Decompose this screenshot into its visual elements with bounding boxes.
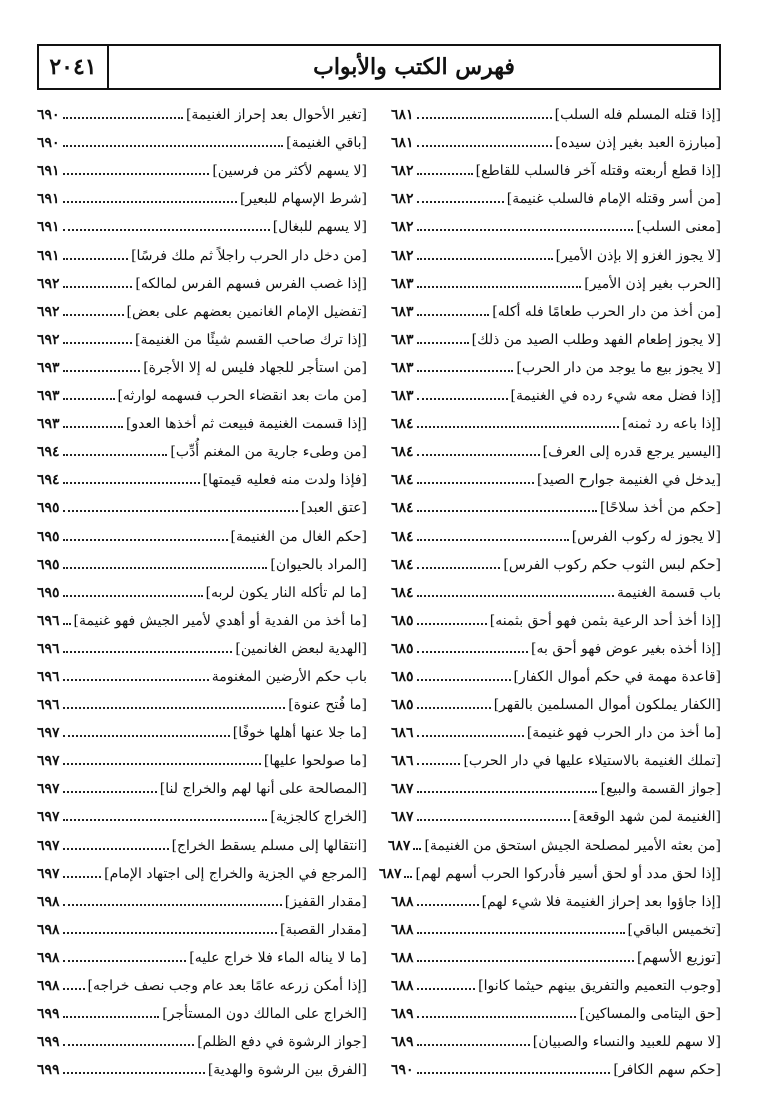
entry-title: [باقي الغنيمة] [286,135,367,152]
index-entry [37,941,367,969]
entry-title: [إذا قتله المسلم فله السلب] [554,107,721,124]
entry-page-number: ٦٨٢ [391,247,414,264]
dot-leader [417,932,625,934]
index-column-right [378,98,721,1098]
entry-title: [إذا أمكن زرعه عامًا بعد عام وجب نصف خراجه] [87,978,367,994]
index-entry [391,519,721,547]
entry-title: [توزيع الأسهم] [637,949,721,966]
dot-leader [417,342,469,344]
entry-page-number: ٦٩٧ [37,781,60,798]
entry-title: [جواز القسمة والبيع] [600,781,721,798]
index-entry [391,660,721,688]
entry-title: [من أخذ من دار الحرب طعامًا فله أكله] [492,303,721,320]
index-entry [391,126,721,154]
index-entry [391,463,721,491]
entry-page-number: ٦٩٣ [37,388,60,405]
index-entry [391,98,721,126]
entry-title: [لا سهم للعبيد والنساء والصبيان] [532,1034,721,1051]
entry-page-number: ٦٨٦ [391,725,414,742]
dot-leader [417,314,490,316]
index-entry [37,491,367,519]
dot-leader [417,398,508,400]
entry-page-number: ٦٨٦ [391,753,414,770]
entry-title: [مبارزة العبد بغير إذن سيده] [555,135,721,152]
entry-page-number: ٦٨٣ [391,388,414,405]
entry-page-number: ٦٩٨ [37,978,60,994]
entry-page-number: ٦٨٣ [391,331,414,348]
dot-leader [63,848,169,850]
entry-page-number: ٦٨٨ [391,978,414,994]
entry-title: [ما أخذ من دار الحرب فهو غنيمة] [526,725,721,742]
entry-page-number: ٦٩١ [37,247,60,264]
dot-leader [63,651,233,653]
entry-title: [من وطىء جارية من المغنم أُدِّب] [170,444,367,461]
entry-page-number: ٦٩٢ [37,303,60,320]
entry-page-number: ٦٨٤ [391,472,414,489]
dot-leader [63,876,102,878]
dot-leader [417,1044,530,1046]
dot-leader [417,426,619,428]
index-entry [391,351,721,379]
entry-page-number: ٦٩٦ [37,668,60,685]
dot-leader [63,960,187,962]
entry-page-number: ٦٩١ [37,163,60,180]
entry-page-number: ٦٨٢ [391,219,414,236]
entry-page-number: ٦٩٧ [37,809,60,826]
index-entry [37,98,367,126]
entry-title: [لا يسهم لأكثر من فرسين] [212,163,367,180]
index-entry [391,295,721,323]
dot-leader [417,679,511,681]
page-header [37,44,721,90]
entry-title: [إذا أخذ أحد الرعية بثمن فهو أحق بثمنه] [489,612,721,629]
entry-page-number: ٦٩١ [37,191,60,208]
index-entry [37,519,367,547]
entry-title: [من أسر وقتله الإمام فالسلب غنيمة] [506,191,721,208]
index-entry [391,885,721,913]
dot-leader [63,539,228,541]
entry-title: [لا يجوز له ركوب الفرس] [571,528,721,545]
entry-title: [قاعدة مهمة في حكم أموال الكفار] [513,668,721,685]
dot-leader [417,735,524,737]
entry-page-number: ٦٨٧ [391,809,414,826]
index-entry [391,323,721,351]
dot-leader [417,258,553,260]
entry-title: [معنى السلب] [636,219,721,236]
dot-leader [417,1016,577,1018]
entry-page-number: ٦٨٧ [378,865,402,882]
entry-page-number: ٦٩٦ [37,640,60,657]
entry-page-number: ٦٩٠ [391,1062,414,1079]
entry-title: [من استأجر للجهاد فليس له إلا الأجرة] [143,359,367,376]
entry-page-number: ٦٩٨ [37,949,60,966]
dot-leader [63,286,133,288]
dot-leader [63,510,298,512]
index-entry [37,913,367,941]
entry-page-number: ٦٨٣ [391,359,414,376]
entry-title: [من مات بعد انقضاء الحرب فسهمه لوارثه] [117,388,367,405]
entry-page-number: ٦٨٣ [391,275,414,292]
index-entry [391,604,721,632]
dot-leader [417,173,473,175]
entry-title: [لا يجوز إطعام الفهد وطلب الصيد من ذلك] [471,331,721,348]
entry-page-number: ٦٨٧ [387,837,411,854]
entry-page-number: ٦٩٥ [37,500,60,517]
dot-leader [63,1072,205,1074]
index-entry [37,828,367,856]
dot-leader [417,988,476,990]
dot-leader [63,314,124,316]
index-entry [391,1053,721,1081]
entry-title: [حكم سهم الكافر] [613,1062,721,1079]
index-entry [391,548,721,576]
dot-leader [63,932,277,934]
index-entry [37,351,367,379]
entry-title: [جواز الرشوة في دفع الظلم] [197,1034,367,1051]
index-entry [391,267,721,295]
index-entry [37,857,367,885]
dot-leader [63,426,123,428]
entry-title: [حق اليتامى والمساكين] [579,1006,721,1023]
index-entry [37,576,367,604]
dot-leader [63,763,261,765]
entry-page-number: ٦٩٠ [37,135,60,152]
index-entry [391,379,721,407]
entry-page-number: ٦٨٥ [391,640,414,657]
entry-title: [الفرق بين الرشوة والهدية] [207,1062,367,1079]
entry-title: [لا يسهم للبغال] [272,219,367,236]
dot-leader [417,454,540,456]
index-entry [37,997,367,1025]
entry-page-number: ٦٩٧ [37,753,60,770]
index-entry [37,885,367,913]
entry-page-number: ٦٨١ [391,107,414,124]
index-entry [37,800,367,828]
entry-page-number: ٦٩٢ [37,331,60,348]
dot-leader [417,201,504,203]
index-entry [391,913,721,941]
entry-title: [حكم من أخذ سلاحًا] [599,500,721,517]
entry-title: [ما أخذ من الفدية أو أهدي لأمير الجيش فهو غنيمة] [73,612,367,629]
entry-title: [إذا باعه رد ثمنه] [621,416,721,433]
index-entry [391,491,721,519]
index-entry [391,941,721,969]
entry-title: [الخراج كالجزية] [270,809,367,826]
page-number: ٢٠٤١ [39,46,109,88]
index-entry [37,154,367,182]
entry-page-number: ٦٨٨ [391,893,414,910]
dot-leader [417,482,534,484]
dot-leader [417,567,501,569]
entry-page-number: ٦٩١ [37,219,60,236]
entry-page-number: ٦٩٥ [37,584,60,601]
entry-title: [اليسير يرجع قدره إلى العرف] [542,444,721,461]
dot-leader [417,707,491,709]
dot-leader [413,848,421,850]
entry-title: [الكفار يملكون أموال المسلمين بالقهر] [493,697,721,714]
entry-title: [عتق العبد] [300,500,367,517]
index-entry [378,857,721,885]
entry-page-number: ٦٨٢ [391,163,414,180]
entry-title: [إذا قطع أربعته وقتله آخر فالسلب للقاطع] [475,163,721,180]
dot-leader [417,819,570,821]
entry-title: [إذا جاؤوا بعد إحراز الغنيمة فلا شيء لهم] [481,893,721,910]
entry-title: [إذا فضل معه شيء رده في الغنيمة] [510,388,721,405]
index-entry [37,1025,367,1053]
entry-title: [مقدار القصبة] [279,921,367,938]
entry-title: [مقدار القفيز] [284,893,367,910]
entry-page-number: ٦٩٥ [37,528,60,545]
entry-title: [فإذا ولدت منه فعليه قيمتها] [202,472,367,489]
dot-leader [63,904,282,906]
index-entry [37,660,367,688]
entry-title: [حكم الغال من الغنيمة] [230,528,367,545]
dot-leader [63,1016,160,1018]
entry-title: [إذا أخذه بغير عوض فهو أحق به] [531,640,721,657]
entry-page-number: ٦٩٤ [37,444,60,461]
entry-page-number: ٦٨٣ [391,303,414,320]
entry-title: [المراد بالحيوان] [270,556,367,573]
dot-leader [63,595,203,597]
index-entry [391,238,721,266]
index-entry [37,126,367,154]
index-entry [391,969,721,997]
dot-leader [417,651,528,653]
entry-title: [إذا ترك صاحب القسم شيئًا من الغنيمة] [135,331,367,348]
entry-page-number: ٦٩٦ [37,697,60,714]
index-entry [37,295,367,323]
index-entry [391,772,721,800]
dot-leader [63,258,129,260]
entry-page-number: ٦٨٤ [391,416,414,433]
index-entry [391,210,721,238]
index-entry [391,744,721,772]
dot-leader [63,567,268,569]
entry-page-number: ٦٩٧ [37,725,60,742]
entry-page-number: ٦٨٩ [391,1006,414,1023]
entry-title: [من دخل دار الحرب راجلاً ثم ملك فرسًا] [131,247,367,264]
entry-page-number: ٦٩٨ [37,921,60,938]
entry-page-number: ٦٨٤ [391,500,414,517]
dot-leader [417,791,598,793]
index-entry [37,463,367,491]
index-entry [37,604,367,632]
entry-page-number: ٦٨٤ [391,528,414,545]
entry-title: [تخميس الباقي] [627,921,721,938]
entry-title: [الحرب بغير إذن الأمير] [584,275,721,292]
dot-leader [417,539,569,541]
entry-page-number: ٦٩٥ [37,556,60,573]
entry-page-number: ٦٨٤ [391,444,414,461]
index-entry [391,688,721,716]
dot-leader [417,960,634,962]
dot-leader [63,791,157,793]
entry-page-number: ٦٨٩ [391,1034,414,1051]
entry-title: [لا يجوز بيع ما يوجد من دار الحرب] [516,359,721,376]
index-entry [37,688,367,716]
entry-title: باب قسمة الغنيمة [617,584,721,601]
entry-page-number: ٦٨٥ [391,697,414,714]
dot-leader [63,707,286,709]
dot-leader [417,623,487,625]
dot-leader [417,904,479,906]
index-entry [37,772,367,800]
entry-page-number: ٦٩٣ [37,416,60,433]
index-entry [37,744,367,772]
dot-leader [63,988,85,990]
entry-title: [الخراج على المالك دون المستأجر] [162,1006,367,1023]
entry-title: [من بعثه الأمير لمصلحة الجيش استحق من الغنيمة] [424,837,721,854]
entry-title: [المصالحة على أنها لهم والخراج لنا] [159,781,367,798]
entry-page-number: ٦٩٩ [37,1006,60,1023]
index-entry [37,435,367,463]
entry-title: [ما لم تأكله النار يكون لربه] [205,584,367,601]
dot-leader [417,1072,611,1074]
entry-page-number: ٦٨٥ [391,668,414,685]
entry-page-number: ٦٨١ [391,135,414,152]
dot-leader [417,117,552,119]
dot-leader [63,1044,195,1046]
index-entry [391,632,721,660]
dot-leader [63,173,210,175]
dot-leader [63,623,71,625]
index-entry [37,210,367,238]
index-entry [387,828,721,856]
index-entry [37,548,367,576]
dot-leader [417,286,582,288]
entry-title: [إذا لحق مدد أو لحق أسير فأدركوا الحرب أسهم لهم] [415,865,721,882]
dot-leader [63,145,284,147]
index-entry [37,267,367,295]
index-entry [37,969,367,997]
dot-leader [63,229,270,231]
entry-title: [المرجع في الجزية والخراج إلى اجتهاد الإمام] [104,865,367,882]
entry-page-number: ٦٨٨ [391,949,414,966]
entry-page-number: ٦٩٣ [37,359,60,376]
entry-title: [تفضيل الإمام الغانمين بعضهم على بعض] [126,303,367,320]
dot-leader [63,398,115,400]
entry-page-number: ٦٩٢ [37,275,60,292]
entry-page-number: ٦٩٠ [37,107,60,124]
index-entry [391,407,721,435]
dot-leader [417,763,461,765]
entry-title: باب حكم الأرضين المغنومة [211,668,367,685]
index-entry [37,1053,367,1081]
index-entry [37,238,367,266]
entry-title: [يدخل في الغنيمة جوارح الصيد] [537,472,721,489]
index-entry [37,632,367,660]
entry-title: [حكم لبس الثوب حكم ركوب الفرس] [503,556,721,573]
dot-leader [63,117,183,119]
entry-page-number: ٦٨٨ [391,921,414,938]
index-entry [391,576,721,604]
dot-leader [63,482,200,484]
index-entry [391,1025,721,1053]
entry-page-number: ٦٨٧ [391,781,414,798]
entry-title: [تغير الأحوال بعد إحراز الغنيمة] [185,107,367,124]
entry-page-number: ٦٩٧ [37,837,60,854]
index-entry [391,997,721,1025]
dot-leader [63,819,268,821]
entry-page-number: ٦٩٧ [37,865,60,882]
entry-page-number: ٦٩٦ [36,612,60,629]
dot-leader [63,454,168,456]
entry-title: [إذا غصب الفرس فسهم الفرس لمالكه] [135,275,367,292]
index-entry [37,379,367,407]
dot-leader [417,370,514,372]
entry-page-number: ٦٨٢ [391,191,414,208]
entry-title: [ما لا يناله الماء فلا خراج عليه] [189,949,367,966]
dot-leader [63,201,237,203]
dot-leader [63,370,141,372]
entry-title: [انتقالها إلى مسلم يسقط الخراج] [171,837,367,854]
entry-title: [تملك الغنيمة بالاستيلاء عليها في دار الحرب] [463,753,721,770]
entry-title: [إذا قسمت الغنيمة فبيعت ثم أخذها العدو] [125,416,367,433]
dot-leader [417,145,553,147]
dot-leader [417,229,634,231]
entry-page-number: ٦٩٩ [37,1062,60,1079]
index-entry [37,407,367,435]
index-entry [391,800,721,828]
dot-leader [417,595,614,597]
index-columns [37,98,721,1098]
entry-title: [ما فُتح عنوة] [288,697,367,714]
dot-leader [63,342,132,344]
entry-title: [شرط الإسهام للبعير] [239,191,367,208]
index-entry [37,716,367,744]
entry-title: [الهدية لبعض الغانمين] [235,640,367,657]
dot-leader [417,510,597,512]
entry-page-number: ٦٨٤ [391,556,414,573]
entry-title: [ما صولحوا عليها] [263,753,367,770]
entry-title: [لا يجوز الغزو إلا بإذن الأمير] [555,247,721,264]
dot-leader [63,735,230,737]
entry-page-number: ٦٨٥ [391,612,414,629]
entry-page-number: ٦٩٤ [37,472,60,489]
entry-page-number: ٦٨٤ [391,584,414,601]
entry-title: [الغنيمة لمن شهد الوقعة] [572,809,721,826]
entry-title: [ما جلا عنها أهلها خوفًا] [232,725,367,742]
entry-page-number: ٦٩٩ [37,1034,60,1051]
index-entry [37,182,367,210]
entry-page-number: ٦٩٨ [37,893,60,910]
dot-leader [63,679,209,681]
index-entry [391,435,721,463]
dot-leader [404,876,412,878]
index-entry [37,323,367,351]
index-entry [391,716,721,744]
index-column-left [37,98,367,1098]
entry-title: [وجوب التعميم والتفريق بينهم حيثما كانوا] [478,978,721,994]
page-title: فهرس الكتب والأبواب [313,54,515,80]
index-entry [391,182,721,210]
index-entry [391,154,721,182]
